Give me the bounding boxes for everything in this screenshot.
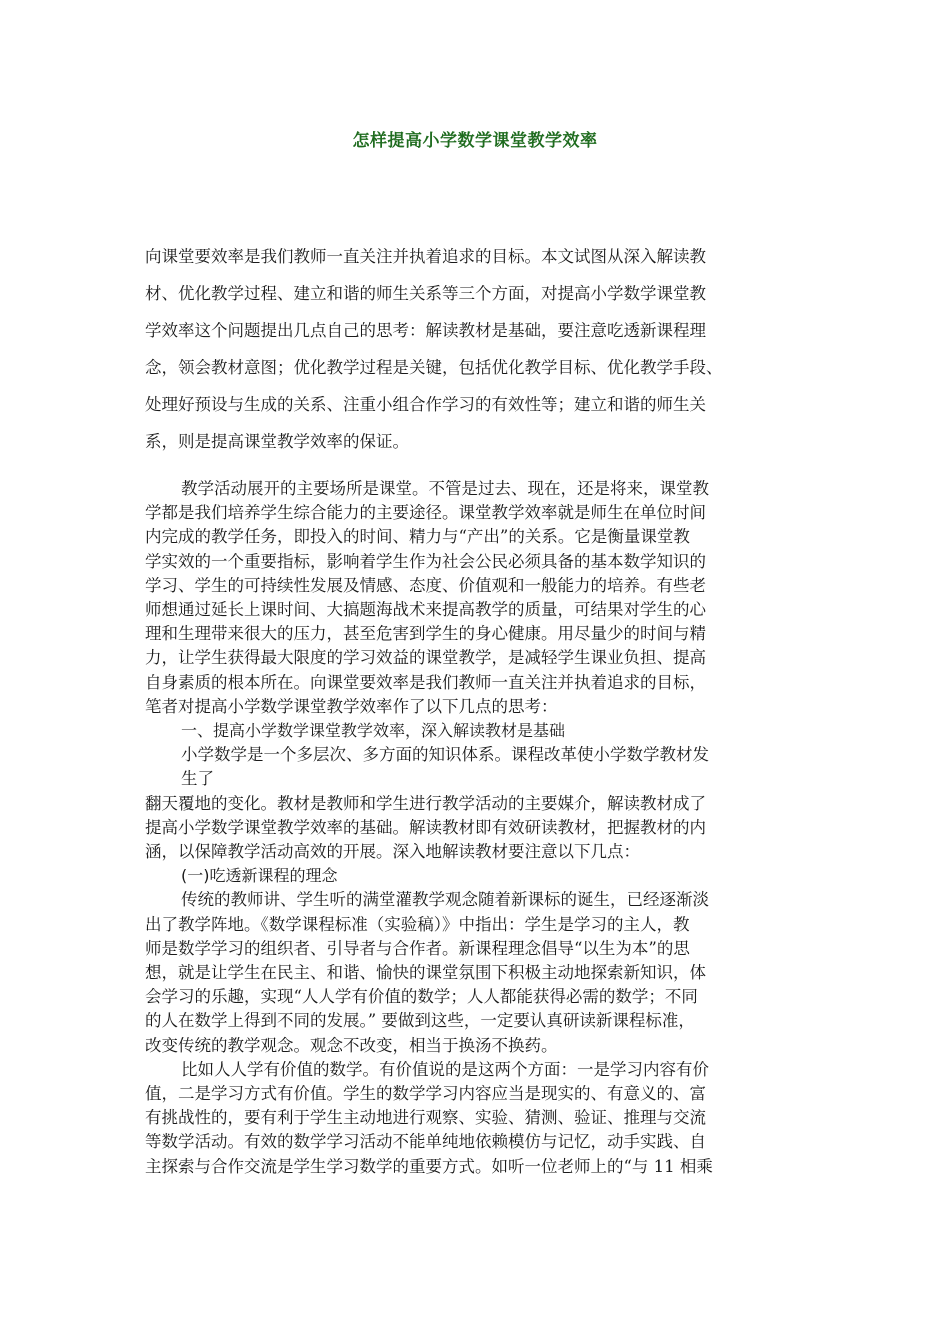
- body-line: 生了: [181, 769, 214, 789]
- body-line: 教学活动展开的主要场所是课堂。不管是过去、现在，还是将来，课堂教: [181, 479, 709, 498]
- body-line: 师是数学学习的组织者、引导者与合作者。新课程理念倡导“以生为本”的思: [145, 938, 690, 958]
- body-line: 涵，以保障教学活动高效的开展。深入地解读教材要注意以下几点：: [145, 842, 640, 862]
- body-line: 翻天覆地的变化。教材是教师和学生进行教学活动的主要媒介，解读教材成了: [145, 793, 706, 813]
- body-line: 值，二是学习方式有价值。学生的数学学习内容应当是现实的、有意义的、富: [145, 1084, 706, 1104]
- body-line: 笔者对提高小学数学课堂教学效率作了以下几点的思考：: [145, 696, 558, 716]
- body-line: 等数学活动。有效的数学学习活动不能单纯地依赖模仿与记忆，动手实践、自: [145, 1132, 706, 1152]
- body-line: 改变传统的教学观念。观念不改变，相当于换汤不换药。: [145, 1035, 558, 1055]
- body-line: 提高小学数学课堂教学效率的基础。解读教材即有效研读教材，把握教材的内: [145, 817, 706, 837]
- body-line: 内完成的教学任务，即投入的时间、精力与“产出”的关系。它是衡量课堂教: [145, 527, 690, 547]
- body-text: [145, 477, 815, 1179]
- abstract-line: 处理好预设与生成的关系、注重小组合作学习的有效性等；建立和谐的师生关: [145, 395, 706, 414]
- body-line: 自身素质的根本所在。向课堂要效率是我们教师一直关注并执着追求的目标，: [145, 672, 706, 692]
- body-line: 出了教学阵地。《数学课程标准（实验稿）》中指出：学生是学习的主人，教: [145, 914, 690, 934]
- body-line: 比如人人学有价值的数学。有价值说的是这两个方面：一是学习内容有价: [181, 1059, 709, 1079]
- abstract-line: 念，领会教材意图；优化教学过程是关键，包括优化教学目标、优化教学手段、: [145, 358, 723, 377]
- subsection-heading: (一)吃透新课程的理念: [181, 866, 338, 886]
- body-line: 理和生理带来很大的压力，甚至危害到学生的身心健康。用尽量少的时间与精: [145, 624, 706, 644]
- body-line: 学习、学生的可持续性发展及情感、态度、价值观和一般能力的培养。有些老: [145, 575, 706, 595]
- section-heading: 一、提高小学数学课堂教学效率，深入解读教材是基础: [181, 721, 566, 741]
- body-line: 学都是我们培养学生综合能力的主要途径。课堂教学效率就是师生在单位时间: [145, 503, 706, 523]
- body-line: 的人在数学上得到不同的发展。” 要做到这些，一定要认真研读新课程标准，: [145, 1011, 695, 1031]
- body-line: 有挑战性的，要有利于学生主动地进行观察、实验、猜测、验证、推理与交流: [145, 1108, 706, 1128]
- body-line: 想，就是让学生在民主、和谐、愉快的课堂氛围下积极主动地探索新知识，体: [145, 963, 706, 983]
- body-line: 学实效的一个重要指标，影响着学生作为社会公民必须具备的基本数学知识的: [145, 551, 706, 571]
- body-line: 小学数学是一个多层次、多方面的知识体系。课程改革使小学数学教材发: [181, 745, 709, 765]
- abstract-line: 学效率这个问题提出几点自己的思考：解读教材是基础，要注意吃透新课程理: [145, 321, 706, 340]
- abstract-line: 系，则是提高课堂教学效率的保证。: [145, 432, 409, 451]
- document-title: 怎样提高小学数学课堂教学效率: [352, 131, 598, 151]
- abstract-paragraph: [145, 238, 815, 460]
- body-line: 师想通过延长上课时间、大搞题海战术来提高教学的质量，可结果对学生的心: [145, 600, 706, 620]
- body-line: 主探索与合作交流是学生学习数学的重要方式。如听一位老师上的“与 11 相乘: [145, 1156, 713, 1176]
- body-line: 力，让学生获得最大限度的学习效益的课堂教学，是减轻学生课业负担、提高: [145, 648, 706, 668]
- abstract-line: 向课堂要效率是我们教师一直关注并执着追求的目标。本文试图从深入解读教: [145, 247, 706, 266]
- body-line: 传统的教师讲、学生听的满堂灌教学观念随着新课标的诞生，已经逐渐淡: [181, 890, 709, 910]
- body-line: 会学习的乐趣，实现“人人学有价值的数学；人人都能获得必需的数学；不同: [145, 987, 698, 1007]
- abstract-line: 材、优化教学过程、建立和谐的师生关系等三个方面，对提高小学数学课堂教: [145, 284, 706, 303]
